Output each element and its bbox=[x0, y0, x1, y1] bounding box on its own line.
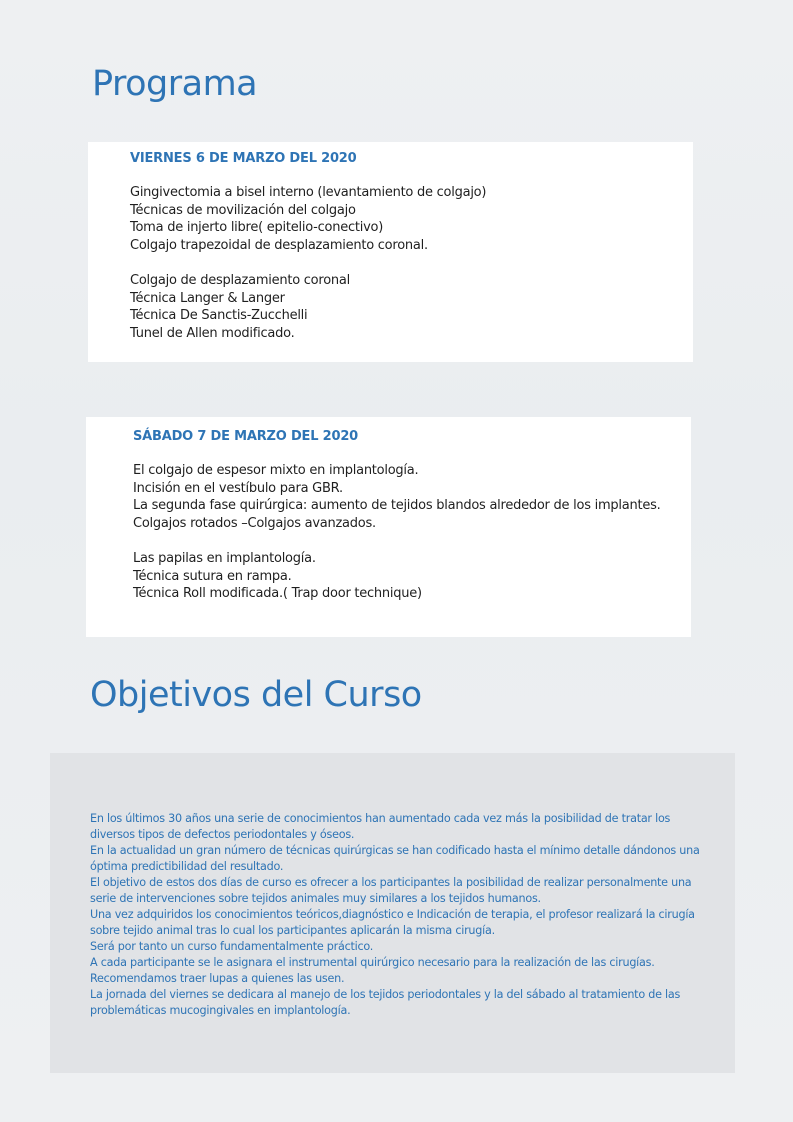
objetivos-title: Objetivos del Curso bbox=[90, 675, 422, 715]
objetivos-line: La jornada del viernes se dedicara al manejo de los tejidos periodontales y la del sábado al tratamiento de las bbox=[90, 988, 681, 1001]
objetivos-line: sobre tejido animal tras lo cual los participantes aplicarán la misma cirugía. bbox=[90, 924, 495, 937]
objetivos-line: A cada participante se le asignara el instrumental quirúrgico necesario para la realización de las cirugías. bbox=[90, 956, 655, 969]
topic-item: Técnica Roll modificada.( Trap door technique) bbox=[133, 586, 422, 602]
objetivos-line: problemáticas mucogingivales en implantología. bbox=[90, 1004, 351, 1017]
objetivos-line: Una vez adquiridos los conocimientos teóricos,diagnóstico e Indicación de terapia, el profesor realizará la cirugía bbox=[90, 908, 695, 921]
topic-item: Toma de injerto libre( epitelio-conectivo) bbox=[130, 220, 384, 236]
day-title-saturday: SÁBADO 7 DE MARZO DEL 2020 bbox=[133, 429, 359, 444]
topic-group bbox=[130, 184, 693, 255]
topic-item: Tunel de Allen modificado. bbox=[130, 325, 295, 341]
topic-item: Técnica De Sanctis-Zucchelli bbox=[130, 308, 308, 324]
objetivos-box bbox=[50, 753, 735, 1073]
objetivos-line: En la actualidad un gran número de técnicas quirúrgicas se han codificado hasta el mínimo detalle dándonos una bbox=[90, 844, 700, 857]
topic-item: Colgajo de desplazamiento coronal bbox=[130, 272, 350, 288]
topic-group bbox=[133, 462, 691, 533]
objetivos-line: El objetivo de estos dos días de curso es ofrecer a los participantes la posibilidad de realizar personalmente una bbox=[90, 876, 692, 889]
topic-group bbox=[133, 550, 691, 603]
objetivos-line: serie de intervenciones sobre tejidos animales muy similares a los tejidos humanos. bbox=[90, 892, 541, 905]
topic-item: El colgajo de espesor mixto en implantología. bbox=[133, 463, 419, 478]
topic-item: Colgajos rotados –Colgajos avanzados. bbox=[133, 516, 376, 532]
topic-item: Gingivectomia a bisel interno (levantamiento de colgajo) bbox=[130, 185, 487, 200]
topic-item: Técnicas de movilización del colgajo bbox=[130, 202, 356, 218]
day-card-saturday bbox=[86, 417, 691, 637]
topic-item: Técnica Langer & Langer bbox=[130, 290, 285, 306]
objetivos-line: En los últimos 30 años una serie de conocimientos han aumentado cada vez más la posibilidad de tratar los bbox=[90, 812, 671, 825]
topic-item: La segunda fase quirúrgica: aumento de tejidos blandos alrededor de los implantes. bbox=[133, 498, 661, 514]
programa-title: Programa bbox=[92, 64, 258, 104]
objetivos-line: óptima predictibilidad del resultado. bbox=[90, 860, 284, 873]
day-title-friday: VIERNES 6 DE MARZO DEL 2020 bbox=[130, 151, 357, 166]
day-card-friday bbox=[88, 142, 693, 362]
topic-group bbox=[130, 272, 693, 343]
topic-item: Técnica sutura en rampa. bbox=[133, 568, 292, 584]
topic-item: Incisión en el vestíbulo para GBR. bbox=[133, 480, 343, 496]
topic-item: Las papilas en implantología. bbox=[133, 550, 316, 566]
objetivos-line: Recomendamos traer lupas a quienes las usen. bbox=[90, 972, 345, 985]
topic-item: Colgajo trapezoidal de desplazamiento coronal. bbox=[130, 238, 428, 254]
objetivos-line: Será por tanto un curso fundamentalmente práctico. bbox=[90, 940, 374, 953]
objetivos-line: diversos tipos de defectos periodontales y óseos. bbox=[90, 828, 355, 841]
